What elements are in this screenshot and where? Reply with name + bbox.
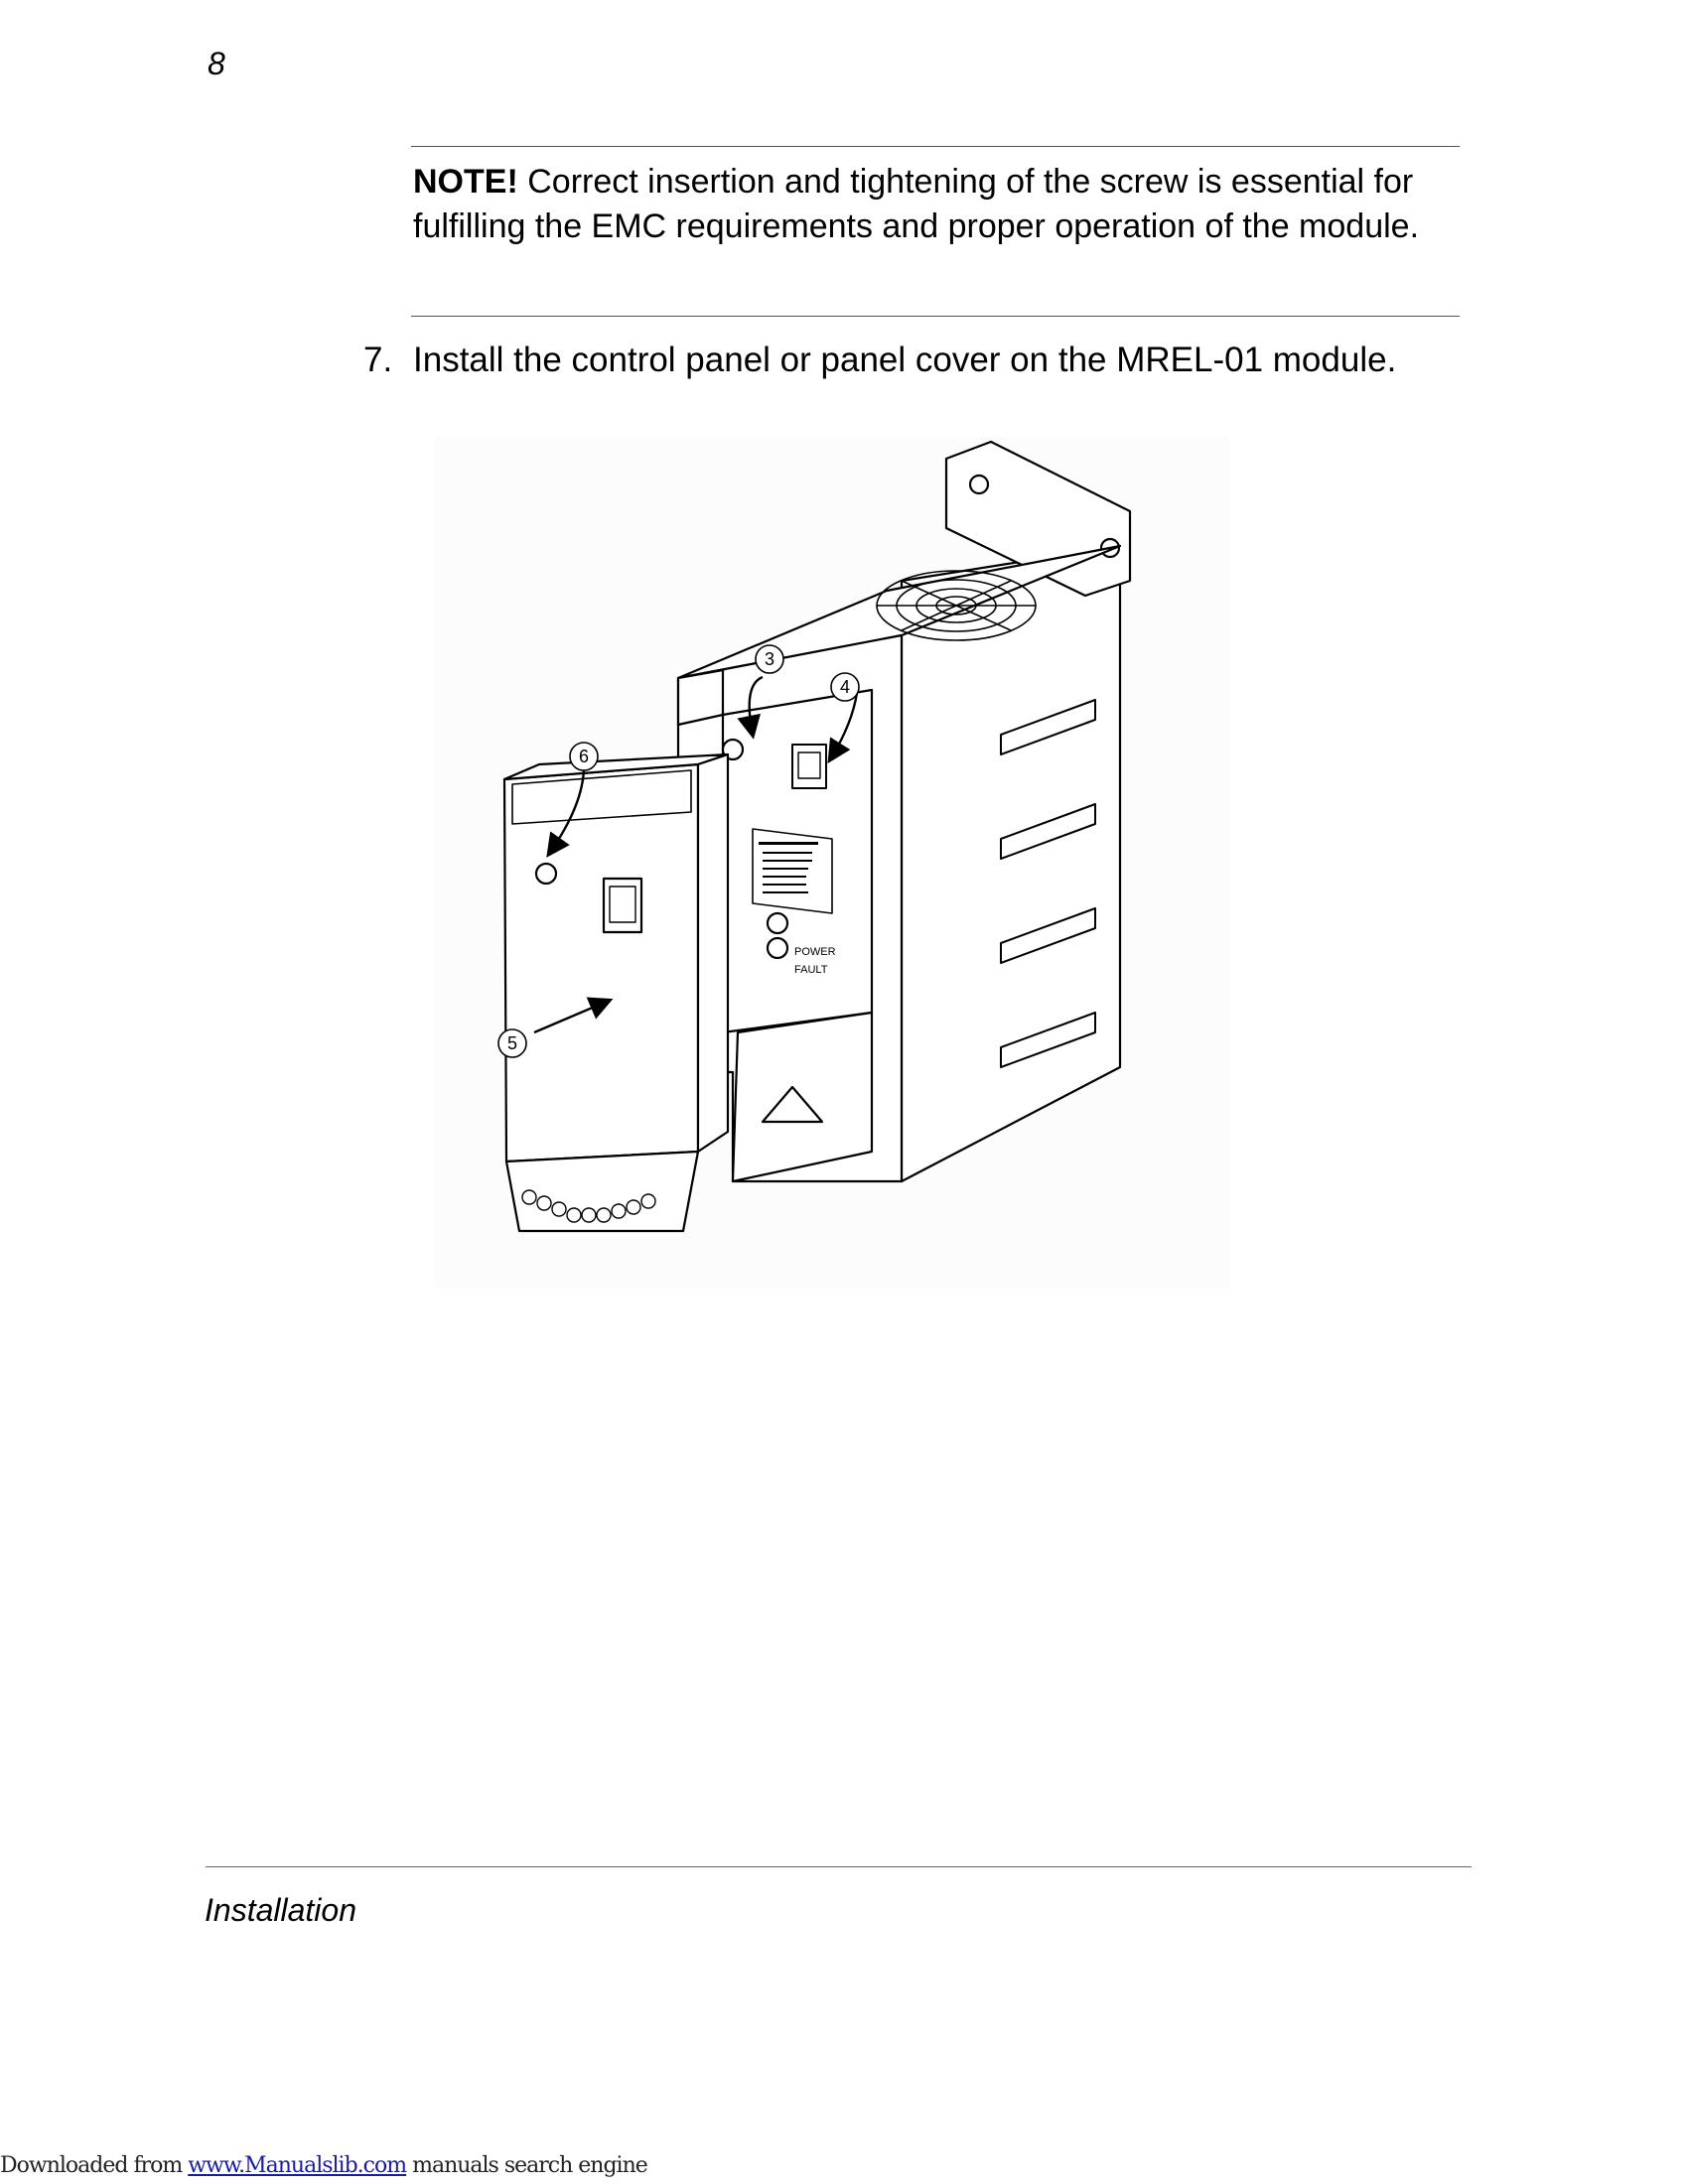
step-7 bbox=[363, 338, 1396, 382]
step-text: Install the control panel or panel cover on the MREL-01 module. bbox=[413, 341, 1397, 379]
footer-rule bbox=[206, 1866, 1472, 1867]
power-led-label: POWER bbox=[794, 946, 836, 958]
note-bottom-rule bbox=[411, 316, 1460, 317]
drive-illustration bbox=[435, 437, 1229, 1289]
step-number: 7. bbox=[363, 341, 393, 379]
fault-led-label: FAULT bbox=[794, 964, 828, 976]
callout-3: 3 bbox=[764, 649, 775, 669]
note-text: Correct insertion and tightening of the screw is essential for fulfilling the EMC requirements and proper operation of the module. bbox=[413, 163, 1420, 245]
note-label: NOTE! bbox=[413, 163, 518, 201]
callout-5: 5 bbox=[506, 1033, 518, 1053]
section-name: Installation bbox=[205, 1892, 356, 1928]
installation-figure bbox=[435, 437, 1229, 1289]
panel-cover bbox=[504, 764, 698, 1161]
download-footer bbox=[0, 2153, 647, 2178]
page-number: 8 bbox=[208, 46, 225, 81]
callout-4: 4 bbox=[839, 677, 851, 697]
download-prefix: Downloaded from bbox=[0, 2153, 189, 2178]
manualslib-link[interactable]: www.Manualslib.com bbox=[188, 2153, 407, 2178]
note-top-rule bbox=[411, 146, 1460, 147]
note-block bbox=[413, 160, 1466, 249]
callout-6: 6 bbox=[578, 747, 590, 766]
drive-side-panel bbox=[902, 546, 1120, 1181]
download-suffix: manuals search engine bbox=[406, 2153, 647, 2178]
